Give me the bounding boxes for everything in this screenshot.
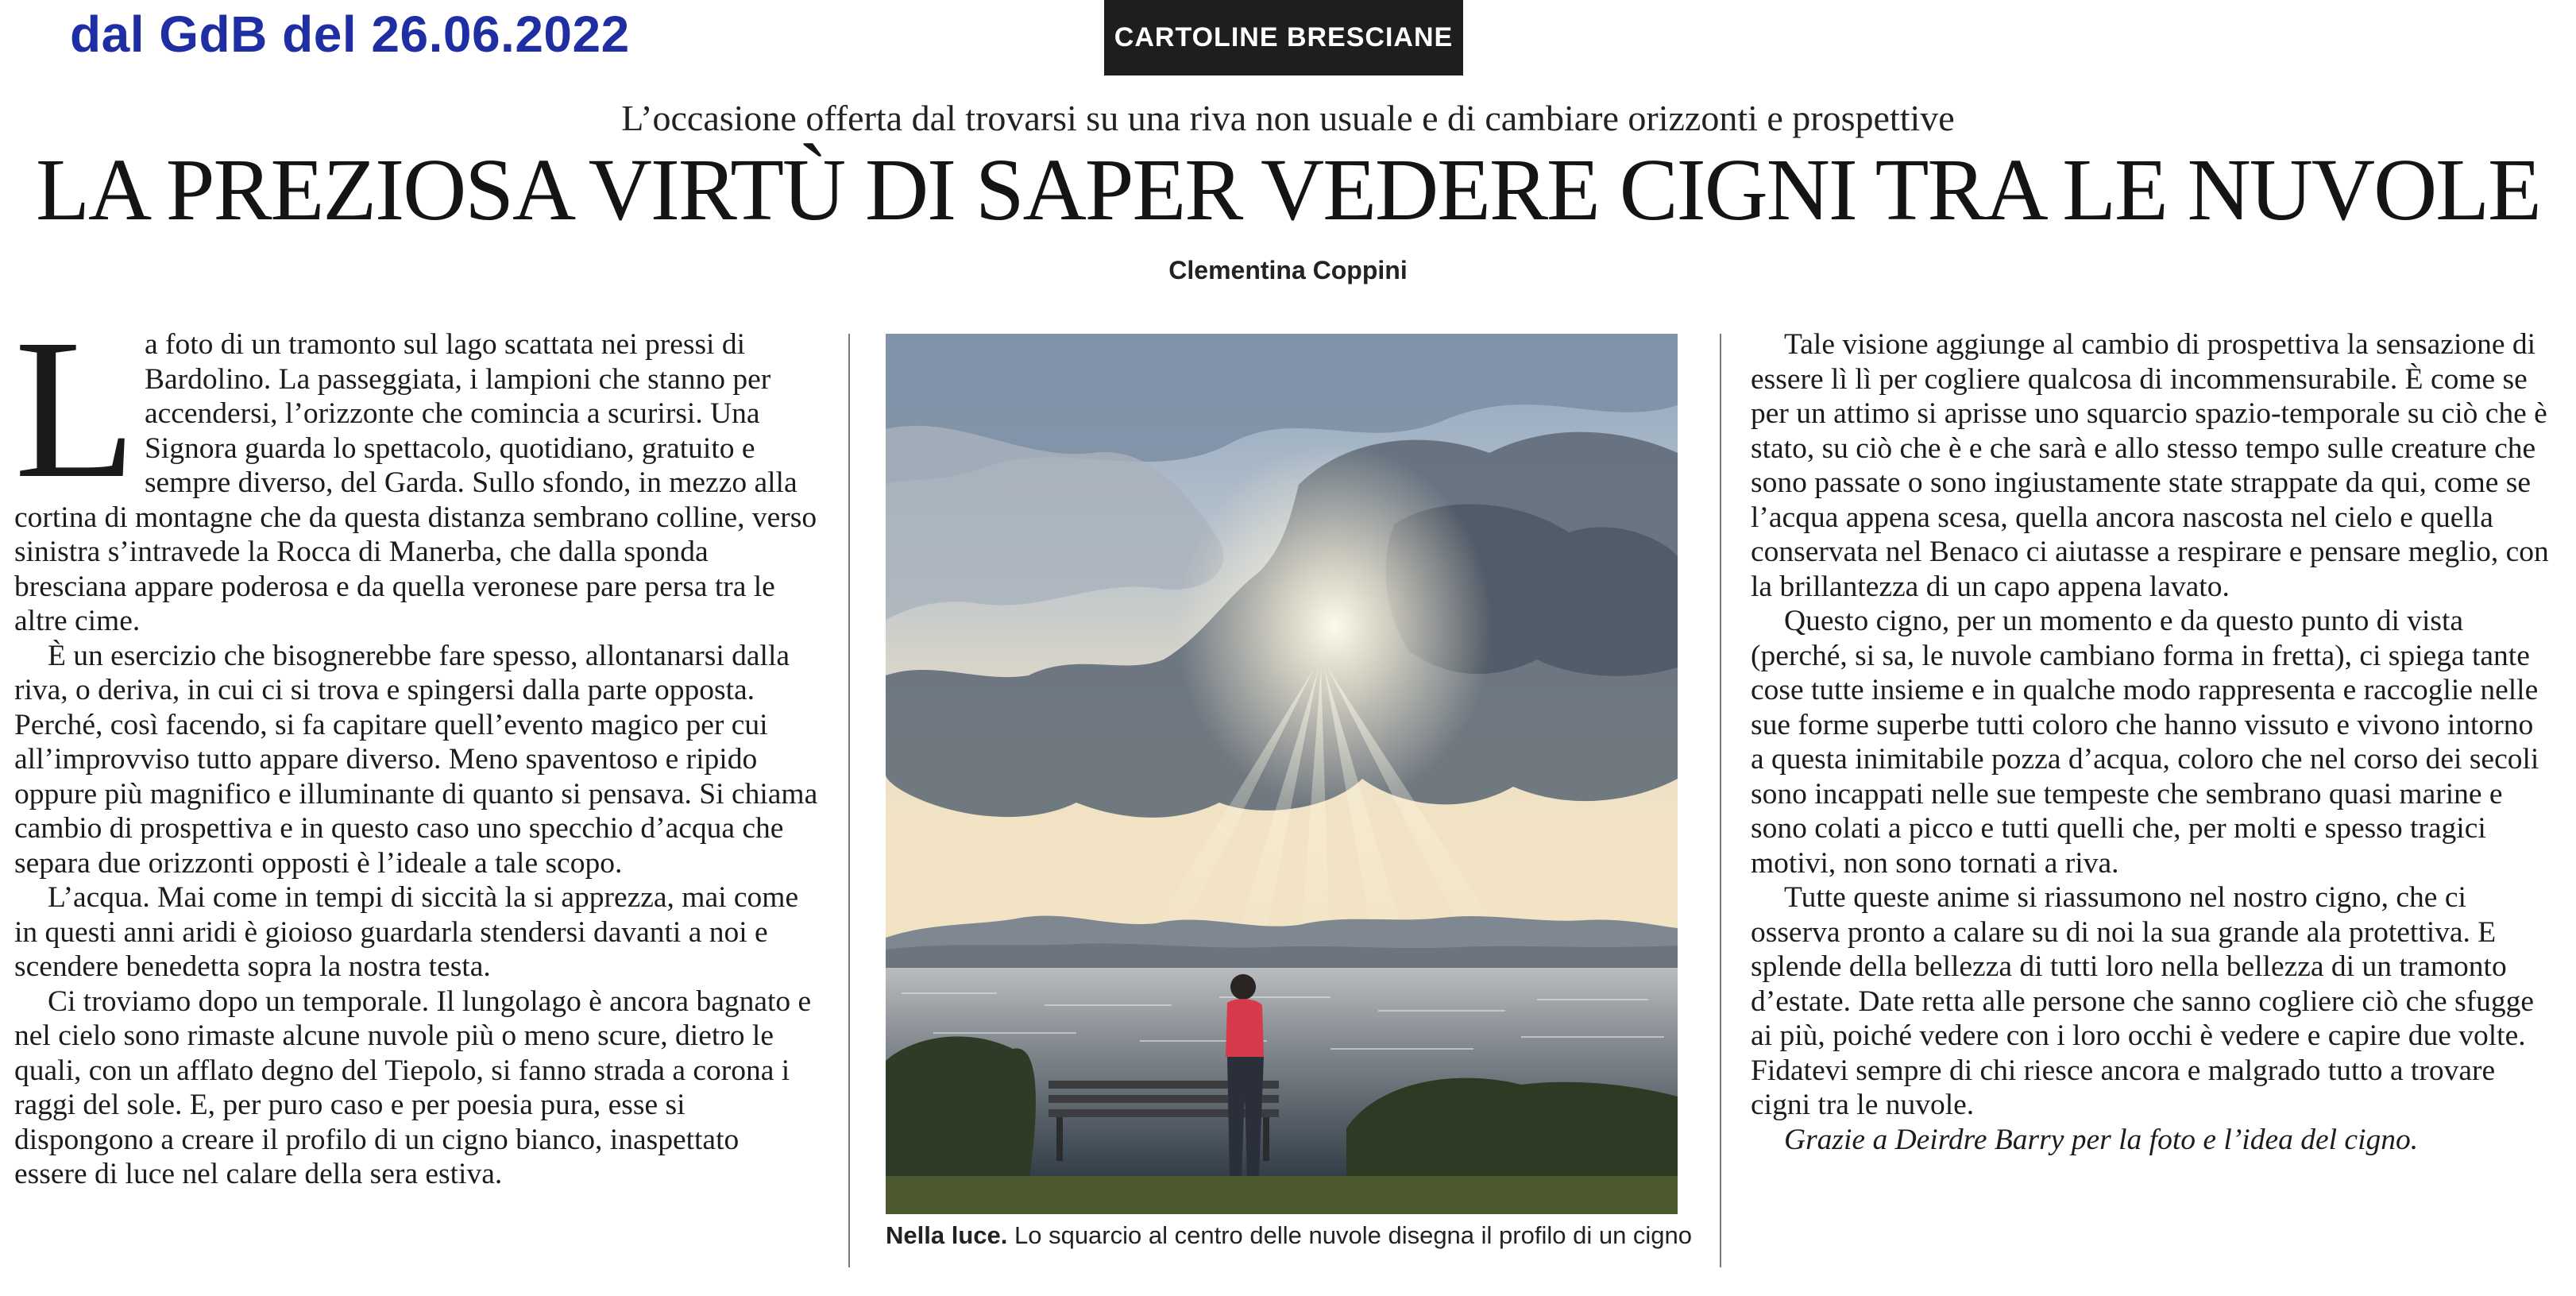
paragraph: Tutte queste anime si riassumono nel nostro cigno, che ci osserva pronto a calare su di noi la sua grande ala protettiva. E splende della bellezza di tutti loro nella bellezza di un tramonto d’estate. Date retta alle persone che sanno cogliere ciò che sfugge ai più, poiché vedere con i loro occhi è vedere e capire due volte. Fidatevi sempre di chi riesce ancora e malgrado tutto a trovare cigni tra le nuvole. bbox=[1751, 881, 2534, 1121]
left-column bbox=[14, 297, 818, 1192]
paragraph: L’acqua. Mai come in tempi di siccità la si apprezza, mai come in questi anni aridi è gioioso guardarla stendersi davanti a noi e scendere benedetta sopra la nostra testa. bbox=[14, 881, 799, 983]
section-badge: CARTOLINE BRESCIANE bbox=[1104, 0, 1463, 75]
kicker: L’occasione offerta dal trovarsi su una riva non usuale e di cambiare orizzonti e prospettive bbox=[621, 98, 1955, 138]
caption-text: Lo squarcio al centro delle nuvole disegna il profilo di un cigno bbox=[1014, 1221, 1693, 1249]
paragraph: È un esercizio che bisognerebbe fare spesso, allontanarsi dalla riva, o deriva, in cui ci si trova e spingersi dalla parte opposta. Perché, così facendo, si fa capitare quell’evento magico per cui all’improvviso tutto appare diverso. Meno spaventoso e ripido oppure più magnifico e illuminante di quanto si pensava. Si chiama cambio di prospettiva e in questo caso uno specchio d’acqua che separa due orizzonti opposti è l’ideale a tale scopo. bbox=[14, 639, 818, 880]
paragraph: Questo cigno, per un momento e da questo punto di vista (perché, si sa, le nuvole cambiano forma in fretta), ci spiega tante cose tutte insieme e in qualche modo rappresenta e raccoglie nelle sue forme superbe tutti coloro che hanno vissuto e vivono intorno a questa inimitabile pozza d’acqua, coloro che nel corso dei secoli sono incappati nelle sue tempeste che sembrano quasi marine e sono colati a picco e tutti quelli che, per molti e spesso tragici motivi, non sono tornati a riva. bbox=[1751, 605, 2539, 880]
paragraph: Ci troviamo dopo un temporale. Il lungolago è ancora bagnato e nel cielo sono rimaste alcune nuvole più o meno scure, dietro le quali, con un afflato degno del Tiepolo, si fanno strada a corona i raggi del sole. E, per puro caso e per poesia pura, esse si dispongono a creare il profilo di un cigno bianco, inaspettato essere di luce nel calare della sera estiva. bbox=[14, 985, 812, 1190]
paragraph bbox=[14, 297, 818, 639]
paragraph-text: a foto di un tramonto sul lago scattata nei pressi di Bardolino. La passeggiata, i lampioni che stanno per accendersi, l’orizzonte che comincia a scurirsi. Una Signora guarda lo spettacolo, quotidiano, gratuito e sempre diverso, del Garda. Sullo sfondo, in mezzo alla cortina di montagne che da questa distanza sembrano colline, verso sinistra s’intravede la Rocca di Manerba, che dalla sponda bresciana appare poderosa e da quella veronese pare persa tra le altre cime. bbox=[14, 328, 817, 637]
caption-lead: Nella luce. bbox=[886, 1221, 1008, 1249]
source-note: dal GdB del 26.06.2022 bbox=[70, 6, 630, 63]
column-divider bbox=[848, 334, 850, 1267]
lake-sunset-photo bbox=[886, 334, 1678, 1214]
photo-caption bbox=[886, 1221, 1704, 1250]
right-column bbox=[1751, 327, 2553, 1157]
paragraph: Tale visione aggiunge al cambio di prospettiva la sensazione di essere lì lì per cogliere qualcosa di incommensurabile. È come se per un attimo si aprisse uno squarcio spazio-temporale su ciò che è stato, su ciò che è e che sarà e allo stesso tempo sulle creature che sono passate o sono ingiustamente state strappate da qui, come se l’acqua appena scesa, quella ancora nascosta nel cielo e quella conservata nel Benaco ci aiutasse a respirare e pensare meglio, con la brillantezza di un capo appena lavato. bbox=[1751, 328, 2549, 603]
drop-cap: L bbox=[14, 297, 137, 520]
byline: Clementina Coppini bbox=[1168, 256, 1408, 284]
column-divider bbox=[1720, 334, 1721, 1267]
photo-credit: Grazie a Deirdre Barry per la foto e l’idea del cigno. bbox=[1784, 1123, 2419, 1156]
headline: LA PREZIOSA VIRTÙ DI SAPER VEDERE CIGNI TRA LE NUVOLE bbox=[36, 141, 2540, 239]
